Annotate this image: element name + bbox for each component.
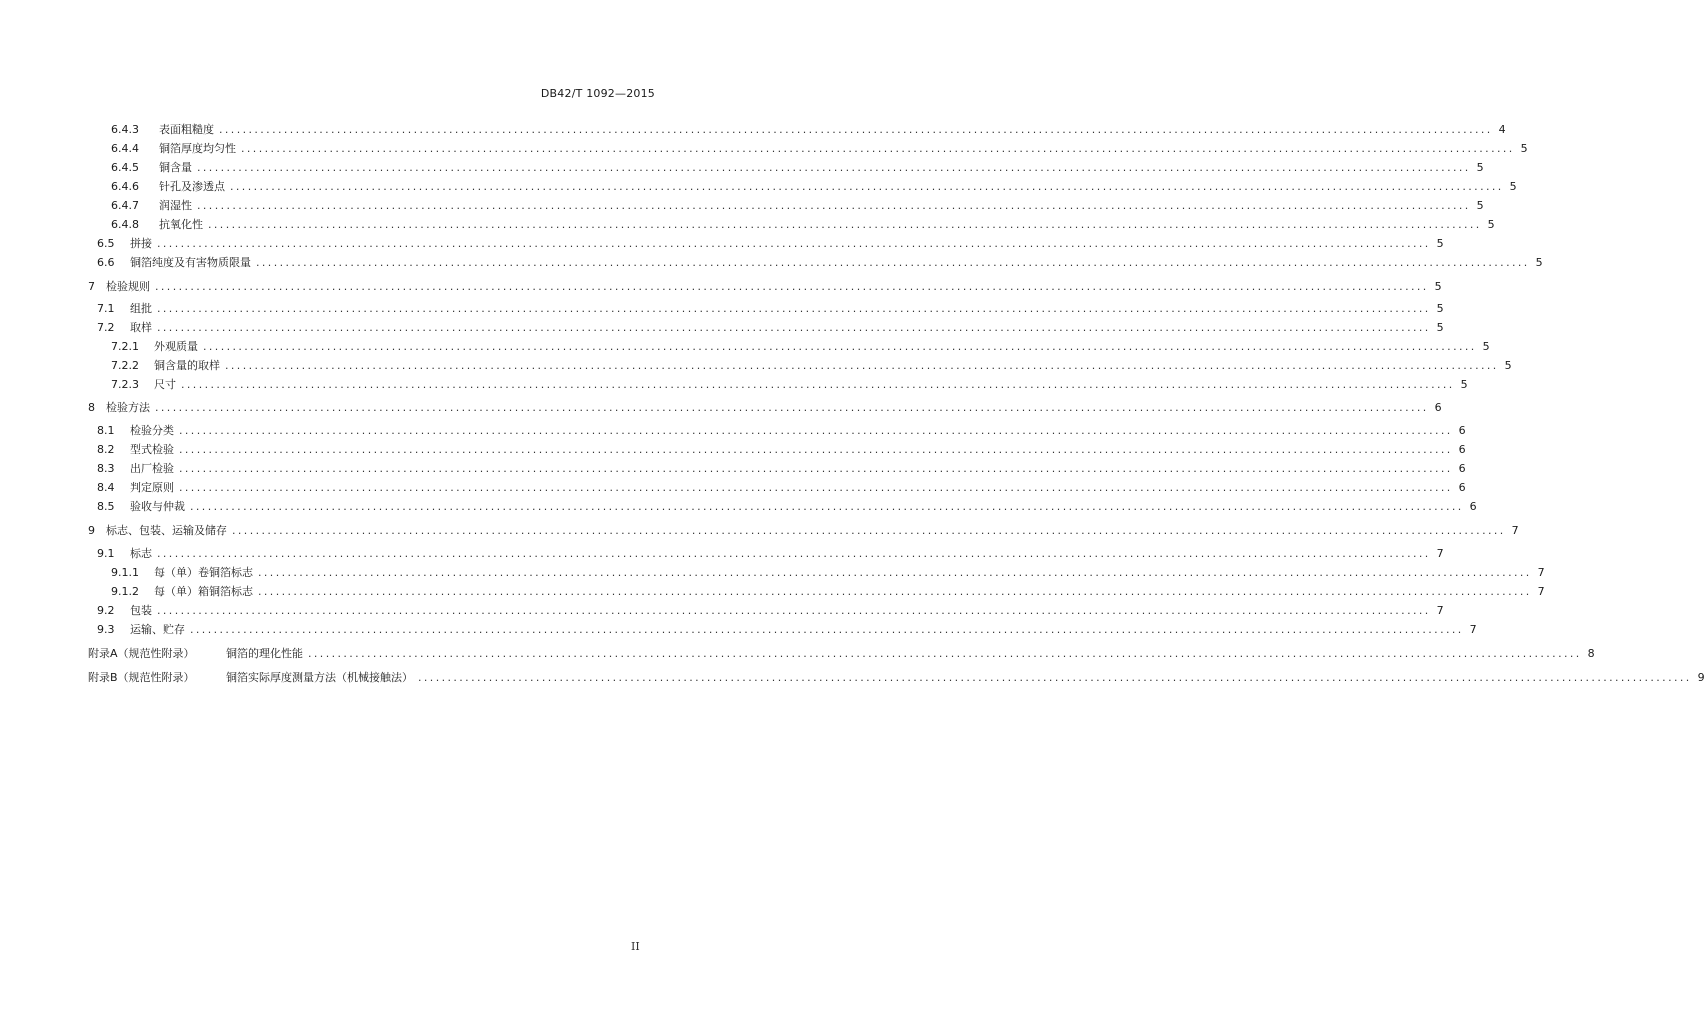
toc-dot-leader <box>157 604 1431 618</box>
toc-entry-title: 型式检验 <box>130 443 174 456</box>
toc-dot-leader <box>190 500 1464 514</box>
toc-dot-leader <box>232 524 1506 538</box>
toc-dot-leader <box>225 359 1499 373</box>
toc-entry-title: 铜含量的取样 <box>154 359 220 372</box>
toc-entry-appendix-a[interactable] <box>0 643 1595 661</box>
toc-entry-page: 7 <box>1436 547 1444 560</box>
toc-dot-leader <box>418 671 1692 685</box>
toc-entry-number: 8 <box>88 401 95 414</box>
toc-entry-title: 标志、包装、运输及储存 <box>106 524 227 537</box>
toc-entry-title: 尺寸 <box>154 378 176 391</box>
toc-entry-title: 组批 <box>130 302 152 315</box>
toc-entry-8-2[interactable] <box>0 439 1466 457</box>
toc-entry-6-4-3[interactable] <box>0 119 1506 137</box>
toc-entry-title: 验收与仲裁 <box>130 500 185 513</box>
toc-entry-page: 6 <box>1434 401 1442 414</box>
toc-entry-page: 8 <box>1587 647 1595 660</box>
toc-dot-leader <box>241 142 1515 156</box>
toc-entry-page: 7 <box>1436 604 1444 617</box>
toc-entry-page: 5 <box>1504 359 1512 372</box>
toc-entry-page: 5 <box>1434 280 1442 293</box>
toc-entry-title: 抗氧化性 <box>159 218 203 231</box>
toc-dot-leader <box>219 123 1493 137</box>
toc-entry-page: 5 <box>1460 378 1468 391</box>
toc-entry-number: 6.4.5 <box>111 161 139 174</box>
toc-entry-title: 每（单）箱铜箔标志 <box>154 585 253 598</box>
toc-dot-leader <box>157 237 1431 251</box>
toc-entry-title: 运输、贮存 <box>130 623 185 636</box>
toc-entry-7-2-3[interactable] <box>0 374 1468 392</box>
toc-dot-leader <box>190 623 1464 637</box>
document-code: DB42/T 1092—2015 <box>540 87 655 100</box>
toc-entry-number: 8.5 <box>97 500 115 513</box>
toc-entry-title: 判定原则 <box>130 481 174 494</box>
toc-entry-title: 检验分类 <box>130 424 174 437</box>
toc-entry-page: 5 <box>1436 321 1444 334</box>
toc-entry-page: 7 <box>1537 566 1545 579</box>
toc-dot-leader <box>197 199 1471 213</box>
toc-entry-9-1[interactable] <box>0 543 1444 561</box>
toc-entry-title: 铜箔实际厚度测量方法（机械接触法） <box>226 671 413 684</box>
toc-entry-page: 5 <box>1436 302 1444 315</box>
toc-entry-9-1-1[interactable] <box>0 562 1545 580</box>
toc-entry-number: 7.2.1 <box>111 340 139 353</box>
toc-entry-8-3[interactable] <box>0 458 1466 476</box>
toc-entry-title: 针孔及渗透点 <box>159 180 225 193</box>
toc-entry-number: 8.2 <box>97 443 115 456</box>
toc-entry-number: 6.4.8 <box>111 218 139 231</box>
toc-entry-page: 5 <box>1476 161 1484 174</box>
toc-entry-title: 铜箔纯度及有害物质限量 <box>130 256 251 269</box>
toc-entry-title: 每（单）卷铜箔标志 <box>154 566 253 579</box>
toc-entry-title: 外观质量 <box>154 340 198 353</box>
toc-dot-leader <box>179 462 1453 476</box>
toc-entry-9[interactable] <box>0 520 1519 538</box>
toc-dot-leader <box>208 218 1482 232</box>
toc-entry-number: 7.2.2 <box>111 359 139 372</box>
toc-entry-9-1-2[interactable] <box>0 581 1545 599</box>
toc-entry-number: 8.4 <box>97 481 115 494</box>
toc-entry-page: 7 <box>1537 585 1545 598</box>
toc-entry-title: 润湿性 <box>159 199 192 212</box>
toc-dot-leader <box>230 180 1504 194</box>
toc-dot-leader <box>157 321 1431 335</box>
toc-entry-page: 4 <box>1498 123 1506 136</box>
toc-dot-leader <box>157 547 1431 561</box>
toc-entry-title: 拼接 <box>130 237 152 250</box>
toc-entry-page: 6 <box>1458 481 1466 494</box>
toc-entry-title: 铜箔的理化性能 <box>226 647 303 660</box>
toc-entry-page: 5 <box>1436 237 1444 250</box>
toc-dot-leader <box>179 424 1453 438</box>
toc-entry-page: 6 <box>1469 500 1477 513</box>
toc-entry-number: 9.2 <box>97 604 115 617</box>
toc-dot-leader <box>157 302 1431 316</box>
toc-entry-title: 检验规则 <box>106 280 150 293</box>
toc-entry-number: 6.4.4 <box>111 142 139 155</box>
toc-entry-6-4-4[interactable] <box>0 138 1528 156</box>
toc-entry-number: 6.4.6 <box>111 180 139 193</box>
toc-entry-7-2[interactable] <box>0 317 1444 335</box>
page-number: II <box>631 940 640 953</box>
toc-dot-leader <box>179 481 1453 495</box>
toc-entry-title: 取样 <box>130 321 152 334</box>
toc-entry-page: 5 <box>1509 180 1517 193</box>
toc-entry-page: 6 <box>1458 462 1466 475</box>
toc-entry-number: 7.1 <box>97 302 115 315</box>
toc-entry-7[interactable] <box>0 276 1442 294</box>
toc-entry-title: 检验方法 <box>106 401 150 414</box>
toc-entry-number: 9 <box>88 524 95 537</box>
toc-entry-number: 7 <box>88 280 95 293</box>
toc-entry-number: 6.4.3 <box>111 123 139 136</box>
toc-entry-title: 标志 <box>130 547 152 560</box>
toc-entry-8[interactable] <box>0 397 1442 415</box>
toc-entry-7-1[interactable] <box>0 298 1444 316</box>
toc-entry-number: 9.1.1 <box>111 566 139 579</box>
toc-entry-9-3[interactable] <box>0 619 1477 637</box>
toc-entry-number: 8.1 <box>97 424 115 437</box>
toc-entry-number: 6.5 <box>97 237 115 250</box>
toc-entry-7-2-1[interactable] <box>0 336 1490 354</box>
toc-dot-leader <box>203 340 1477 354</box>
toc-entry-8-1[interactable] <box>0 420 1466 438</box>
toc-entry-6-6[interactable] <box>0 252 1543 270</box>
toc-entry-title: 出厂检验 <box>130 462 174 475</box>
toc-dot-leader <box>256 256 1530 270</box>
toc-entry-7-2-2[interactable] <box>0 355 1512 373</box>
toc-entry-title: 表面粗糙度 <box>159 123 214 136</box>
toc-entry-6-4-8[interactable] <box>0 214 1495 232</box>
toc-entry-page: 7 <box>1469 623 1477 636</box>
toc-entry-page: 6 <box>1458 443 1466 456</box>
toc-entry-6-4-5[interactable] <box>0 157 1484 175</box>
toc-entry-appendix-b[interactable] <box>0 667 1705 685</box>
toc-dot-leader <box>181 378 1455 392</box>
toc-entry-number: 附录A（规范性附录） <box>88 647 195 660</box>
toc-entry-number: 8.3 <box>97 462 115 475</box>
toc-dot-leader <box>179 443 1453 457</box>
toc-entry-page: 5 <box>1482 340 1490 353</box>
toc-entry-page: 9 <box>1697 671 1705 684</box>
toc-entry-page: 5 <box>1476 199 1484 212</box>
toc-entry-page: 7 <box>1511 524 1519 537</box>
toc-entry-title: 铜箔厚度均匀性 <box>159 142 236 155</box>
toc-entry-title: 铜含量 <box>159 161 192 174</box>
toc-entry-number: 7.2.3 <box>111 378 139 391</box>
toc-entry-number: 附录B（规范性附录） <box>88 671 195 684</box>
toc-entry-page: 5 <box>1487 218 1495 231</box>
toc-dot-leader <box>308 647 1582 661</box>
toc-dot-leader <box>155 280 1429 294</box>
toc-entry-6-5[interactable] <box>0 233 1444 251</box>
toc-entry-page: 5 <box>1520 142 1528 155</box>
toc-entry-page: 5 <box>1535 256 1543 269</box>
toc-entry-8-4[interactable] <box>0 477 1466 495</box>
toc-entry-number: 6.4.7 <box>111 199 139 212</box>
toc-dot-leader <box>258 585 1532 599</box>
toc-entry-6-4-7[interactable] <box>0 195 1484 213</box>
toc-entry-9-2[interactable] <box>0 600 1444 618</box>
toc-entry-number: 9.3 <box>97 623 115 636</box>
toc-entry-title: 包装 <box>130 604 152 617</box>
toc-dot-leader <box>258 566 1532 580</box>
toc-entry-number: 7.2 <box>97 321 115 334</box>
toc-entry-6-4-6[interactable] <box>0 176 1517 194</box>
toc-dot-leader <box>197 161 1471 175</box>
toc-entry-number: 9.1.2 <box>111 585 139 598</box>
toc-entry-page: 6 <box>1458 424 1466 437</box>
toc-dot-leader <box>155 401 1429 415</box>
toc-entry-number: 9.1 <box>97 547 115 560</box>
toc-entry-8-5[interactable] <box>0 496 1477 514</box>
toc-entry-number: 6.6 <box>97 256 115 269</box>
